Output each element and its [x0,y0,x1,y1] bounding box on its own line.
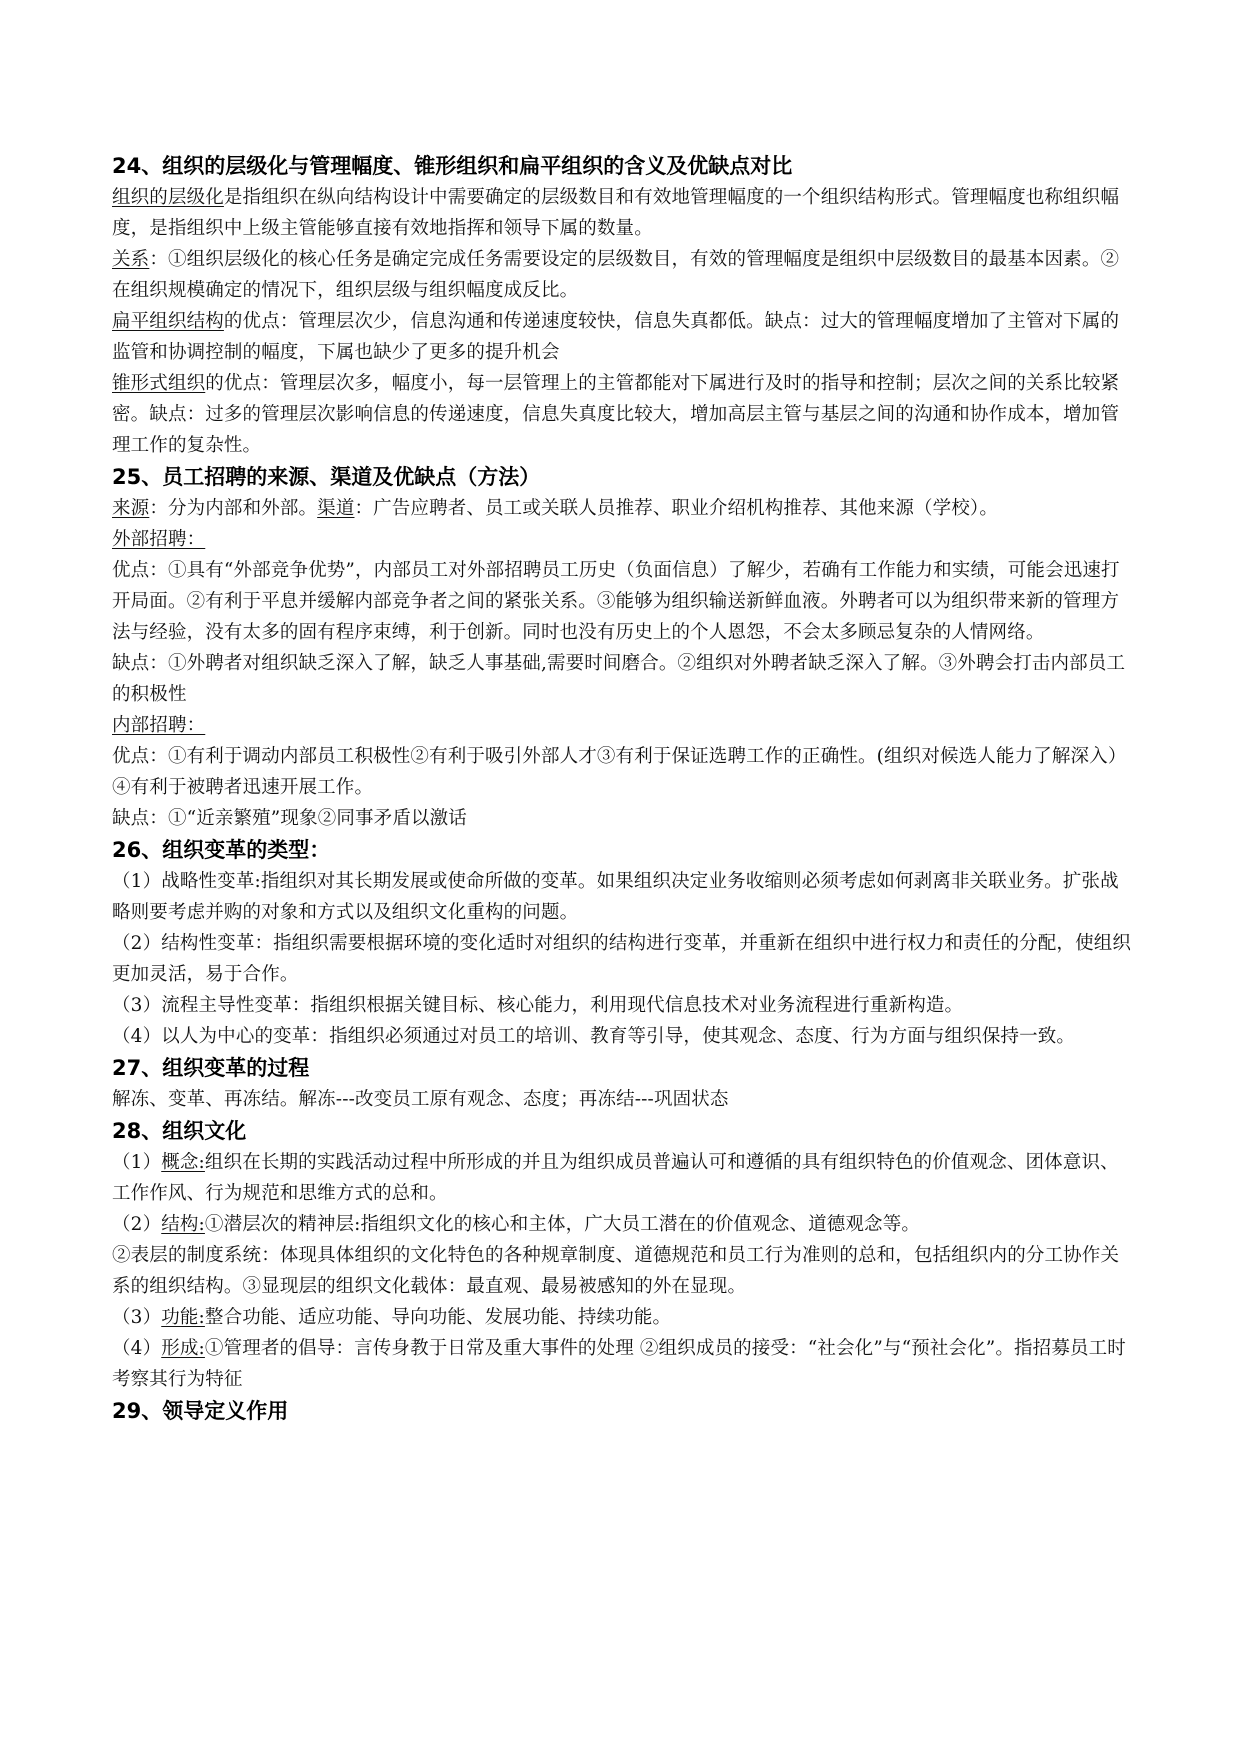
external-cons: 缺点：①外聘者对组织缺乏深入了解，缺乏人事基础,需要时间磨合。②组织对外聘者缺乏深入了解。③外聘会打击内部员工的积极性 [112,653,1126,705]
section-28-heading: 28、组织文化 [112,1119,247,1143]
internal-pros: 优点：①有利于调动内部员工积极性②有利于吸引外部人才③有利于保证选聘工作的正确性。(组织对候选人能力了解深入）④有利于被聘者迅速开展工作。 [112,746,1127,798]
concept-term: 概念: [161,1152,205,1173]
external-pros: 优点：①具有“外部竞争优势”，内部员工对外部招聘员工历史（负面信息）了解少，若确有工作能力和实绩，可能会迅速打开局面。②有利于平息并缓解内部竞争者之间的紧张关系。③能够为组织输送新鲜血液。外聘者可以为组织带来新的管理方法与经验，没有太多的固有程序束缚，利于创新。同时也没有历史上的个人恩怨，不会太多顾忌复杂的人情网络。 [112,560,1120,643]
section-26-heading: 26、组织变革的类型： [112,838,331,862]
change-type-item: （1）战略性变革:指组织对其长期发展或使命所做的变革。如果组织决定业务收缩则必须考虑如何剥离非关联业务。扩张战略则要考虑并购的对象和方式以及组织文化重构的问题。 [112,871,1119,923]
relationship-term: 关系 [112,249,150,270]
channel-term: 渠道 [317,498,355,519]
internal-cons: 缺点：①“近亲繁殖”现象②同事矛盾以激话 [112,808,467,829]
change-type-item: （4）以人为中心的变革：指组织必须通过对员工的培训、教育等引导，使其观念、态度、行为方面与组织保持一致。 [112,1026,1076,1047]
change-type-item: （2）结构性变革：指组织需要根据环境的变化适时对组织的结构进行变革，并重新在组织中进行权力和责任的分配，使组织更加灵活，易于合作。 [112,933,1132,985]
section-27-heading: 27、组织变革的过程 [112,1056,310,1080]
flat-organization-term: 扁平组织结构 [112,311,224,332]
external-recruitment-label: 外部招聘： [112,529,206,550]
culture-structure: （2）结构:①潜层次的精神层:指组织文化的核心和主体，广大员工潜在的价值观念、道德观念等。 [112,1214,921,1235]
hierarchy-term: 组织的层级化 [112,187,224,208]
section-25-heading: 25、员工招聘的来源、渠道及优缺点（方法） [112,465,541,489]
change-process-text: 解冻、变革、再冻结。解冻---改变员工原有观念、态度；再冻结---巩固状态 [112,1089,729,1110]
document-page [112,150,1132,1427]
cone-organization-term: 锥形式组织 [112,373,206,394]
hierarchy-definition: 组织的层级化是指组织在纵向结构设计中需要确定的层级数目和有效地管理幅度的一个组织结构形式。管理幅度也称组织幅度，是指组织中上级主管能够直接有效地指挥和领导下属的数量。 [112,187,1120,239]
culture-function: （3）功能:整合功能、适应功能、导向功能、发展功能、持续功能。 [112,1307,672,1328]
source-term: 来源 [112,498,150,519]
culture-concept: （1）概念:组织在长期的实践活动过程中所形成的并且为组织成员普遍认可和遵循的具有组织特色的价值观念、团体意识、工作作风、行为规范和思维方式的总和。 [112,1152,1119,1204]
function-term: 功能: [161,1307,205,1328]
cone-organization-paragraph: 锥形式组织的优点：管理层次多，幅度小，每一层管理上的主管都能对下属进行及时的指导和控制；层次之间的关系比较紧密。缺点：过多的管理层次影响信息的传递速度，信息失真度比较大，增加高层主管与基层之间的沟通和协作成本，增加管理工作的复杂性。 [112,373,1120,456]
relationship-paragraph: 关系：①组织层级化的核心任务是确定完成任务需要设定的层级数目，有效的管理幅度是组织中层级数目的最基本因素。②在组织规模确定的情况下，组织层级与组织幅度成反比。 [112,249,1120,301]
flat-organization-paragraph: 扁平组织结构的优点：管理层次少，信息沟通和传递速度较快，信息失真都低。缺点：过大的管理幅度增加了主管对下属的监管和协调控制的幅度，下属也缺少了更多的提升机会 [112,311,1120,363]
source-channel-paragraph: 来源：分为内部和外部。渠道：广告应聘者、员工或关联人员推荐、职业介绍机构推荐、其他来源（学校）。 [112,498,998,519]
section-24-heading: 24、组织的层级化与管理幅度、锥形组织和扁平组织的含义及优缺点对比 [112,154,793,178]
change-type-item: （3）流程主导性变革：指组织根据关键目标、核心能力，利用现代信息技术对业务流程进行重新构造。 [112,995,964,1016]
formation-term: 形成: [161,1338,205,1359]
section-29-heading: 29、领导定义作用 [112,1399,289,1423]
culture-formation: （4）形成:①管理者的倡导：言传身教于日常及重大事件的处理 ②组织成员的接受：“社会化”与“预社会化”。指招募员工时考察其行为特征 [112,1338,1126,1390]
internal-recruitment-label: 内部招聘： [112,715,206,736]
structure-term: 结构: [161,1214,205,1235]
culture-structure-continued: ②表层的制度系统：体现具体组织的文化特色的各种规章制度、道德规范和员工行为准则的总和，包括组织内的分工协作关系的组织结构。③显现层的组织文化载体：最直观、最易被感知的外在显现。 [112,1245,1120,1297]
